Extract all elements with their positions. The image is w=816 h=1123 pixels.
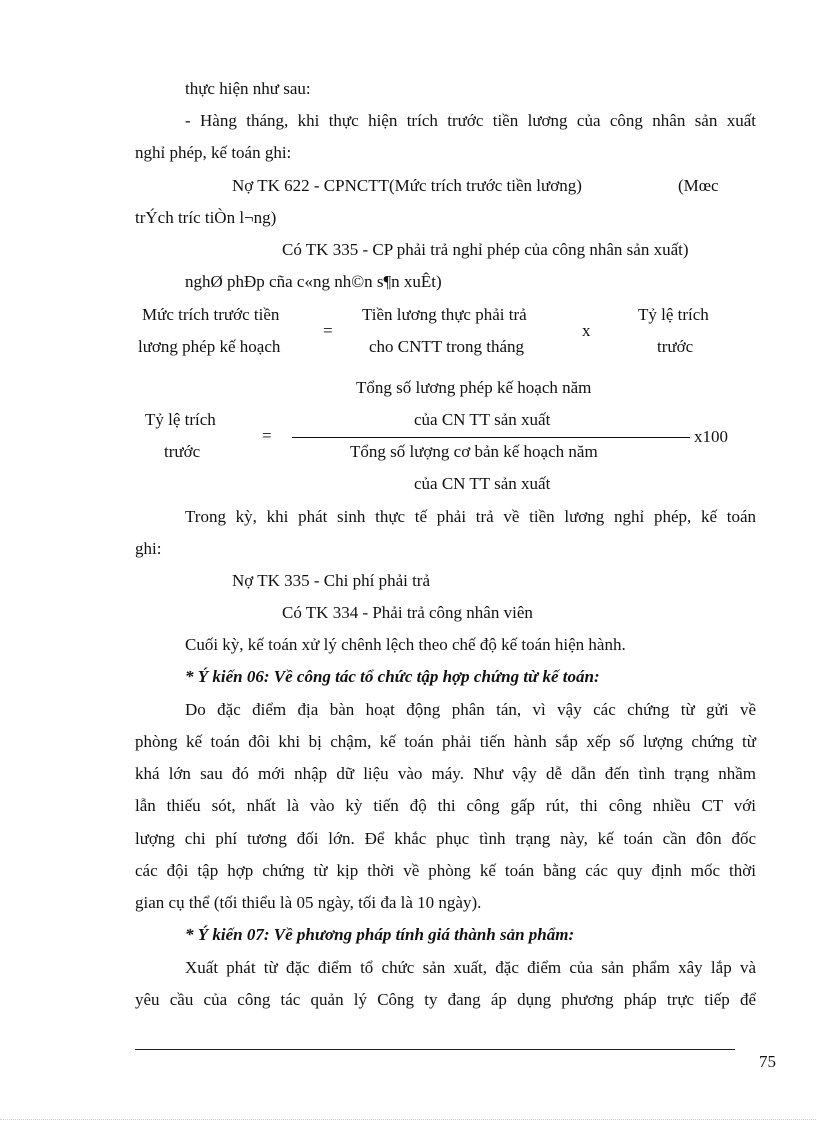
formula-term: Tỷ lệ trích bbox=[145, 410, 216, 429]
numerator: Tổng số lương phép kế hoạch năm bbox=[356, 378, 592, 397]
formula-term: lương phép kế hoạch bbox=[138, 337, 281, 356]
times-sign: x bbox=[582, 321, 591, 340]
text-line: khá lớn sau đó mới nhập dữ liệu vào máy. Như vậy dễ dẫn đến tình trạng nhầm bbox=[135, 764, 756, 783]
formula-term: Tỷ lệ trích bbox=[638, 305, 709, 324]
formula-term: Mức trích trước tiền bbox=[142, 305, 280, 324]
journal-entry: Có TK 334 - Phải trả công nhân viên bbox=[282, 603, 533, 622]
journal-entry: Nợ TK 335 - Chi phí phải trả bbox=[232, 571, 431, 590]
formula-term: trước bbox=[657, 337, 694, 356]
denominator: Tổng số lượng cơ bản kế hoạch năm bbox=[350, 442, 598, 461]
formula-term: Tiền lương thực phải trả bbox=[362, 305, 527, 324]
formula-term: cho CNTT trong tháng bbox=[369, 337, 525, 356]
section-heading-07: * Ý kiến 07: Về phương pháp tính giá thành sản phẩm: bbox=[185, 925, 575, 944]
garbled-text: (Mœc bbox=[678, 176, 719, 195]
text-line: phòng kế toán đôi khi bị chậm, kế toán phải tiến hành sắp xếp số lượng chứng từ bbox=[135, 732, 756, 751]
formula-term: trước bbox=[164, 442, 201, 461]
text-line: Xuất phát từ đặc điểm tổ chức sản xuất, đặc điểm của sản phẩm xây lắp và bbox=[185, 958, 756, 977]
section-heading-06: * Ý kiến 06: Về công tác tổ chức tập hợp chứng từ kế toán: bbox=[185, 667, 600, 686]
equals-sign: = bbox=[323, 321, 333, 340]
text-line: gian cụ thể (tối thiểu là 05 ngày, tối đa là 10 ngày). bbox=[135, 893, 482, 912]
journal-entry: Có TK 335 - CP phải trả nghỉ phép của công nhân sản xuất) bbox=[282, 240, 689, 259]
text-line: thực hiện như sau: bbox=[185, 79, 311, 98]
text-line: - Hàng tháng, khi thực hiện trích trước tiền lương của công nhân sản xuất bbox=[185, 111, 756, 130]
equals-sign: = bbox=[262, 426, 272, 445]
multiplier: x100 bbox=[694, 427, 728, 446]
page-number: 75 bbox=[759, 1052, 776, 1071]
text-line: yêu cầu của công tác quản lý Công ty đang áp dụng phương pháp trực tiếp để bbox=[135, 990, 756, 1009]
text-line: Trong kỳ, khi phát sinh thực tế phải trả về tiền lương nghỉ phép, kế toán bbox=[185, 507, 756, 526]
text-line: các đội tập hợp chứng từ kịp thời về phòng kế toán bằng các quy định mốc thời bbox=[135, 861, 756, 880]
denominator: của CN TT sản xuất bbox=[414, 474, 551, 493]
page-bottom-border bbox=[0, 1119, 816, 1120]
fraction-bar bbox=[292, 437, 690, 438]
text-line: ghi: bbox=[135, 539, 162, 558]
footer-rule bbox=[135, 1049, 735, 1050]
text-line: lẫn thiếu sót, nhất là vào kỳ tiến độ thi công gấp rút, thi công nhiều CT với bbox=[135, 796, 756, 815]
text-line: lượng chi phí tương đối lớn. Để khắc phục tình trạng này, kế toán cần đôn đốc bbox=[135, 829, 756, 848]
journal-entry: Nợ TK 622 - CPNCTT(Mức trích trước tiền lương) bbox=[232, 176, 582, 195]
numerator: của CN TT sản xuất bbox=[414, 410, 551, 429]
garbled-text: trÝch tríc tiÒn l¬ng) bbox=[135, 208, 277, 227]
text-line: nghỉ phép, kế toán ghi: bbox=[135, 143, 292, 162]
text-line: Do đặc điểm địa bàn hoạt động phân tán, vì vậy các chứng từ gửi về bbox=[185, 700, 756, 719]
text-line: Cuối kỳ, kế toán xử lý chênh lệch theo chế độ kế toán hiện hành. bbox=[185, 635, 626, 654]
garbled-text: nghØ phÐp cña c«ng nh©n s¶n xuÊt) bbox=[185, 272, 442, 291]
